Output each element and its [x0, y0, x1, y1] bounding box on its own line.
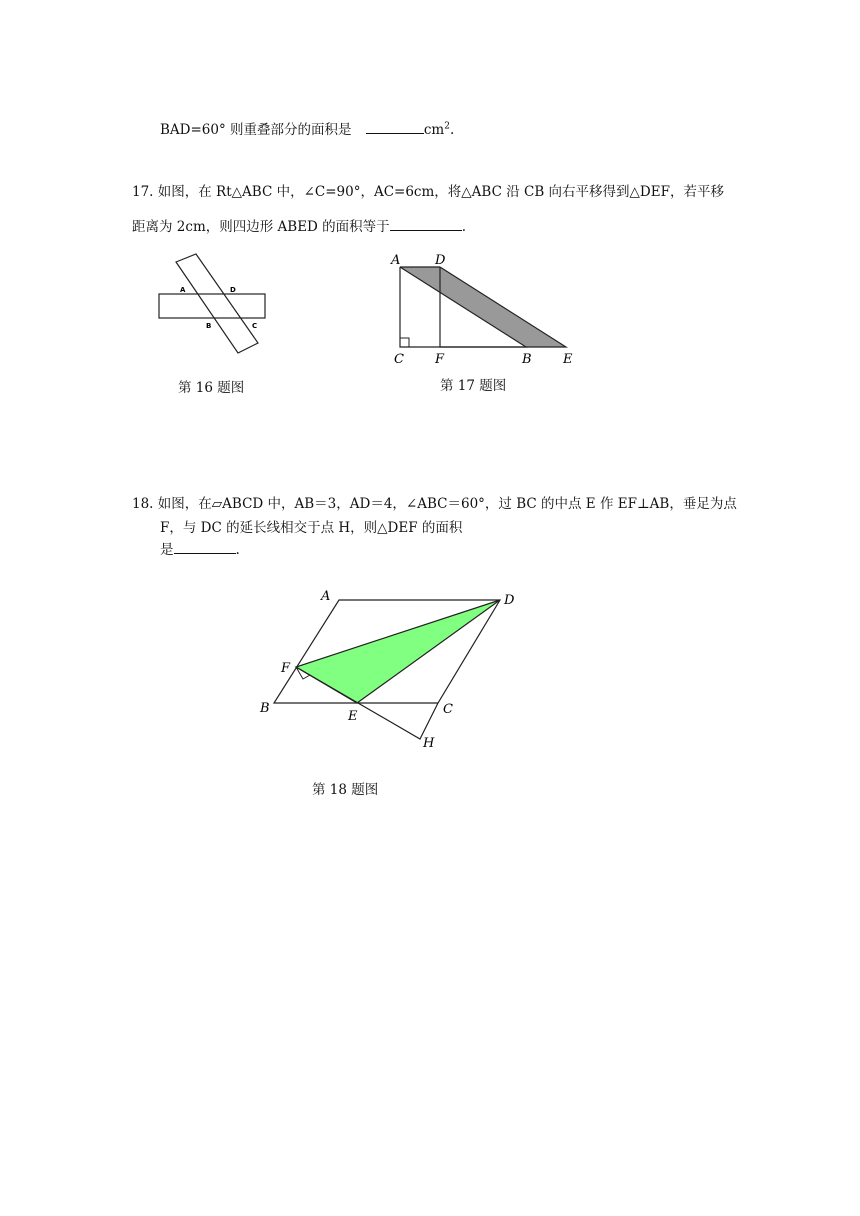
fig17-right-angle-mark — [400, 338, 409, 347]
fig18-label-b: B — [260, 701, 270, 716]
q18-answer-blank[interactable] — [174, 539, 236, 554]
fig18-label-d: D — [504, 593, 515, 608]
fig18-caption: 第 18 题图 — [312, 782, 379, 798]
q16-unit-sup: 2 — [444, 121, 450, 132]
fig17-label-d: D — [435, 253, 446, 268]
q17-end: . — [461, 219, 466, 235]
fig18-label-f: F — [281, 661, 291, 676]
fig17-triangle-def — [440, 267, 566, 347]
fig18-label-a: A — [321, 589, 331, 604]
fig16-diagonal-strip — [176, 254, 258, 353]
figure-18 — [255, 585, 535, 755]
q17-line-1: 17. 如图，在 Rt△ABC 中，∠C=90°，AC=6cm，将△ABC 沿 CB 向右平移得到△DEF，若平移 — [132, 184, 724, 200]
q16-answer-line — [160, 118, 454, 138]
fig16-caption: 第 16 题图 — [178, 380, 245, 396]
fig18-label-e: E — [348, 709, 358, 724]
q16-end: . — [449, 122, 455, 138]
q16-text: BAD=60° 则重叠部分的面积是 — [160, 122, 356, 138]
figure-17 — [388, 250, 588, 370]
fig17-label-b: B — [522, 352, 532, 367]
q17-answer-blank[interactable] — [390, 216, 462, 231]
q18-end: . — [235, 542, 240, 558]
fig16-label-c: C — [252, 322, 258, 330]
fig18-label-c: C — [443, 702, 453, 717]
fig16-label-a: A — [180, 286, 186, 294]
q17-line-2 — [132, 215, 466, 235]
fig18-label-h: H — [423, 736, 435, 751]
q18-line-3 — [160, 538, 240, 558]
q16-answer-blank[interactable] — [366, 119, 424, 134]
fig17-triangle-abc — [400, 267, 526, 347]
q17-line-2-text: 距离为 2cm，则四边形 ABED 的面积等于 — [132, 219, 390, 235]
fig17-label-a: A — [391, 253, 401, 268]
fig17-label-e: E — [563, 352, 573, 367]
q18-line-2: F，与 DC 的延长线相交于点 H，则△DEF 的面积 — [160, 520, 463, 536]
q18-line-1: 18. 如图，在▱ABCD 中，AB＝3，AD＝4，∠ABC＝60°，过 BC 的中点 E 作 EF⊥AB，垂足为点 — [132, 496, 737, 512]
q16-unit: cm — [423, 122, 445, 138]
fig16-label-d: D — [230, 286, 236, 294]
figure-16 — [155, 252, 275, 362]
fig17-caption: 第 17 题图 — [440, 378, 507, 394]
q18-line-3-text: 是 — [160, 542, 174, 558]
fig17-shaded-strip — [400, 267, 566, 347]
fig17-label-c: C — [394, 352, 404, 367]
fig16-label-b: B — [206, 322, 212, 330]
fig17-label-f: F — [435, 352, 445, 367]
